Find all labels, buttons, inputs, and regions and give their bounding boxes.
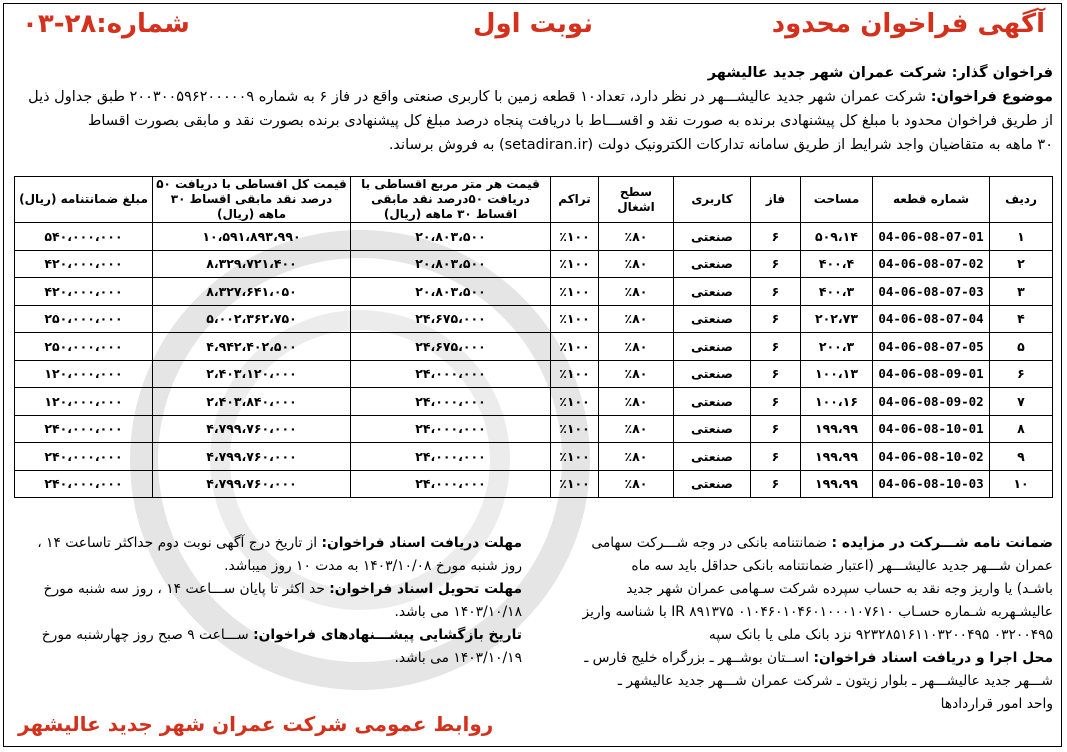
cell-total-price: ۵،۰۰۲،۳۶۲،۷۵۰ — [153, 305, 351, 333]
table-row — [15, 388, 1053, 416]
table-row — [15, 360, 1053, 388]
cell-row-index: ۸ — [990, 415, 1053, 443]
receive-line-1 — [22, 532, 522, 555]
cell-total-price: ۴،۷۹۹،۷۶۰،۰۰۰ — [153, 443, 351, 471]
column-header: ردیف — [990, 177, 1053, 223]
cell-guarantee-amount: ۵۴۰،۰۰۰،۰۰۰ — [15, 223, 153, 251]
table-row — [15, 333, 1053, 361]
subject-label: موضوع فراخوان: — [930, 89, 1053, 105]
cell-unit-price: ۲۴،۶۷۵،۰۰۰ — [351, 333, 551, 361]
column-header: مبلغ ضمانتنامه (ریال) — [15, 177, 153, 223]
cell-lot-number: 04-06-08-07-02 — [873, 250, 990, 278]
cell-usage: صنعتی — [674, 388, 751, 416]
cell-guarantee-amount: ۱۲۰،۰۰۰،۰۰۰ — [15, 388, 153, 416]
footer-signature: روابط عمومی شرکت عمران شهر جدید عالیشهر — [18, 712, 494, 736]
cell-phase: ۶ — [751, 470, 801, 498]
cell-phase: ۶ — [751, 278, 801, 306]
table-row — [15, 470, 1053, 498]
cell-guarantee-amount: ۱۲۰،۰۰۰،۰۰۰ — [15, 360, 153, 388]
notice-round: نوبت اول — [472, 9, 593, 39]
cell-unit-price: ۲۰،۸۰۳،۵۰۰ — [351, 250, 551, 278]
cell-lot-number: 04-06-08-10-02 — [873, 443, 990, 471]
cell-density: ٪۱۰۰ — [551, 333, 599, 361]
subject-line-3: ۳۰ ماهه به متقاضیان واجد شرایط از طریق سامانه تدارکات الکترونیک دولت (setadiran.ir) به فروش برساند. — [388, 137, 1053, 153]
cell-total-price: ۸،۳۲۷،۶۴۱،۰۵۰ — [153, 278, 351, 306]
cell-density: ٪۱۰۰ — [551, 360, 599, 388]
cell-area: ۵۰۹،۱۴ — [801, 223, 873, 251]
cell-phase: ۶ — [751, 443, 801, 471]
cell-density: ٪۱۰۰ — [551, 470, 599, 498]
table-row — [15, 250, 1053, 278]
column-header: شماره قطعه — [873, 177, 990, 223]
column-header: قیمت هر متر مربع اقساطی با دریافت ۵۰درصد نقد مابقی اقساط ۳۰ ماهه (ریال) — [351, 177, 551, 223]
cell-unit-price: ۲۴،۶۷۵،۰۰۰ — [351, 305, 551, 333]
table-row — [15, 305, 1053, 333]
cell-density: ٪۱۰۰ — [551, 415, 599, 443]
column-header: مساحت — [801, 177, 873, 223]
cell-phase: ۶ — [751, 333, 801, 361]
right-column — [531, 532, 1053, 716]
subject-text-1: شرکت عمران شهر جدید عالیشـــهر در نظر دارد، تعداد۱۰ قطعه زمین با کاربری صنعتی واقع در فاز ۶ به شماره ۲۰۰۳۰۰۵۹۶۲۰۰۰۰۰۹ طبق جداول ذیل — [28, 89, 927, 105]
header — [14, 6, 1053, 42]
cell-guarantee-amount: ۲۴۰،۰۰۰،۰۰۰ — [15, 470, 153, 498]
cell-unit-price: ۲۴،۰۰۰،۰۰۰ — [351, 443, 551, 471]
cell-total-price: ۴،۷۹۹،۷۶۰،۰۰۰ — [153, 415, 351, 443]
cell-row-index: ۶ — [990, 360, 1053, 388]
column-header: سطح اشغال — [599, 177, 674, 223]
cell-lot-number: 04-06-08-07-03 — [873, 278, 990, 306]
cell-guarantee-amount: ۲۴۰،۰۰۰،۰۰۰ — [15, 415, 153, 443]
table-row — [15, 278, 1053, 306]
cell-density: ٪۱۰۰ — [551, 443, 599, 471]
cell-usage: صنعتی — [674, 443, 751, 471]
cell-area: ۱۹۹،۹۹ — [801, 470, 873, 498]
cell-usage: صنعتی — [674, 305, 751, 333]
subject-line-2: از طریق فراخوان محدود با مبلغ کل پیشنهادی برنده به صورت نقد و اقســـاط با دریافت پنجاه درصد مبلغ کل پیشنهادی برنده بصورت نقد و مابقی بصورت اقساط — [87, 113, 1053, 129]
cell-area: ۱۰۰،۱۳ — [801, 360, 873, 388]
cell-total-price: ۲،۴۰۳،۸۴۰،۰۰۰ — [153, 388, 351, 416]
cell-occupancy: ٪۸۰ — [599, 305, 674, 333]
cell-area: ۴۰۰،۳ — [801, 278, 873, 306]
cell-total-price: ۴،۹۴۲،۴۰۲،۵۰۰ — [153, 333, 351, 361]
left-column — [22, 532, 522, 670]
opening-text-1: ســـاعت ۹ صبح روز چهارشنبه مورخ — [41, 627, 249, 643]
cell-phase: ۶ — [751, 223, 801, 251]
cell-total-price: ۲،۴۰۳،۱۲۰،۰۰۰ — [153, 360, 351, 388]
cell-row-index: ۷ — [990, 388, 1053, 416]
venue-label: محل اجرا و دریافت اسناد فراخوان: — [813, 650, 1053, 666]
guarantee-line-2: عمران شـــهر جدید عالیشـــهر (اعتبار ضمانتنامه بانکی حداقل باید سه ماه — [631, 558, 1053, 574]
cell-phase: ۶ — [751, 415, 801, 443]
cell-row-index: ۱۰ — [990, 470, 1053, 498]
cell-row-index: ۳ — [990, 278, 1053, 306]
opening-line-2: ۱۴۰۳/۱۰/۱۹ می باشد. — [394, 650, 522, 666]
cell-lot-number: 04-06-08-07-01 — [873, 223, 990, 251]
cell-area: ۱۰۰،۱۶ — [801, 388, 873, 416]
cell-usage: صنعتی — [674, 333, 751, 361]
table-body — [15, 223, 1053, 498]
notice-number: شماره:۲۸-۰۳ — [22, 9, 190, 39]
cell-unit-price: ۲۴،۰۰۰،۰۰۰ — [351, 415, 551, 443]
deliver-label: مهلت تحویل اسناد فراخوان: — [329, 581, 522, 597]
table-header-row — [15, 177, 1053, 223]
cell-occupancy: ٪۸۰ — [599, 415, 674, 443]
table-row — [15, 223, 1053, 251]
cell-usage: صنعتی — [674, 250, 751, 278]
cell-area: ۲۰۰،۳ — [801, 333, 873, 361]
caller-line — [14, 62, 1053, 85]
cell-phase: ۶ — [751, 305, 801, 333]
receive-line-2: روز شنبه مورخ ۱۴۰۳/۱۰/۰۸ به مدت ۱۰ روز میباشد. — [224, 558, 522, 574]
guarantee-label: ضمانت نامه شـــرکت در مزایده : — [831, 535, 1053, 551]
cell-area: ۱۹۹،۹۹ — [801, 415, 873, 443]
subject-line-1 — [14, 86, 1053, 109]
cell-density: ٪۱۰۰ — [551, 305, 599, 333]
cell-phase: ۶ — [751, 388, 801, 416]
cell-area: ۴۰۰،۴ — [801, 250, 873, 278]
cell-lot-number: 04-06-08-09-01 — [873, 360, 990, 388]
cell-unit-price: ۲۰،۸۰۳،۵۰۰ — [351, 223, 551, 251]
guarantee-line-4: عالیشـهربه شـماره حسـاب ۰۱۰۴۶۰۱۰۴۶۰۱۰۰۰۱۰۷۶۱۰ IR ۸۹۱۳۷۵ با شناسه واریز — [582, 604, 1053, 620]
receive-text-1: از تاریخ درج آگهی نوبت دوم حداکثر تاساعت ۱۴ ، — [37, 535, 318, 551]
cell-occupancy: ٪۸۰ — [599, 388, 674, 416]
notice-title: آگهی فراخوان محدود — [771, 9, 1045, 39]
cell-guarantee-amount: ۲۵۰،۰۰۰،۰۰۰ — [15, 333, 153, 361]
cell-total-price: ۱۰،۵۹۱،۸۹۳،۹۹۰ — [153, 223, 351, 251]
table-row — [15, 415, 1053, 443]
caller-label: فراخوان گذار: — [951, 65, 1053, 81]
column-header: فاز — [751, 177, 801, 223]
guarantee-line-3: باشـد) یا واریز وجه نقد به حساب سپرده شرکت سـهامی عمران شهر جدید — [626, 581, 1053, 597]
cell-phase: ۶ — [751, 360, 801, 388]
cell-guarantee-amount: ۲۵۰،۰۰۰،۰۰۰ — [15, 305, 153, 333]
cell-unit-price: ۲۴،۰۰۰،۰۰۰ — [351, 388, 551, 416]
cell-guarantee-amount: ۲۴۰،۰۰۰،۰۰۰ — [15, 443, 153, 471]
table-row — [15, 443, 1053, 471]
cell-lot-number: 04-06-08-09-02 — [873, 388, 990, 416]
cell-usage: صنعتی — [674, 360, 751, 388]
venue-line-1 — [531, 647, 1053, 670]
cell-guarantee-amount: ۴۲۰،۰۰۰،۰۰۰ — [15, 250, 153, 278]
cell-density: ٪۱۰۰ — [551, 223, 599, 251]
guarantee-line-5: ۰۳۲۰۰۴۹۵ ۹۲۳۲۸۵۱۶۱۱۰۳۲۰۰۴۹۵ نزد بانک ملی یا بانک سپه — [708, 627, 1053, 643]
cell-unit-price: ۲۴،۰۰۰،۰۰۰ — [351, 470, 551, 498]
cell-area: ۱۹۹،۹۹ — [801, 443, 873, 471]
cell-lot-number: 04-06-08-10-01 — [873, 415, 990, 443]
cell-usage: صنعتی — [674, 470, 751, 498]
cell-area: ۲۰۲،۷۳ — [801, 305, 873, 333]
cell-occupancy: ٪۸۰ — [599, 250, 674, 278]
cell-row-index: ۴ — [990, 305, 1053, 333]
caller-value: شرکت عمران شهر جدید عالیشهر — [707, 65, 947, 81]
deliver-line-2: ۱۴۰۳/۱۰/۱۸ می باشد. — [394, 604, 522, 620]
cell-occupancy: ٪۸۰ — [599, 443, 674, 471]
cell-guarantee-amount: ۴۲۰،۰۰۰،۰۰۰ — [15, 278, 153, 306]
column-header: کاربری — [674, 177, 751, 223]
cell-usage: صنعتی — [674, 278, 751, 306]
cell-row-index: ۵ — [990, 333, 1053, 361]
opening-line-1 — [22, 624, 522, 647]
receive-label: مهلت دریافت اسناد فراخوان: — [321, 535, 522, 551]
cell-total-price: ۴،۷۹۹،۷۶۰،۰۰۰ — [153, 470, 351, 498]
cell-density: ٪۱۰۰ — [551, 250, 599, 278]
cell-row-index: ۹ — [990, 443, 1053, 471]
cell-occupancy: ٪۸۰ — [599, 360, 674, 388]
cell-density: ٪۱۰۰ — [551, 388, 599, 416]
cell-occupancy: ٪۸۰ — [599, 223, 674, 251]
cell-lot-number: 04-06-08-07-05 — [873, 333, 990, 361]
venue-line-2: شـــهر جدید عالیشـــهر ـ بلوار زیتون ـ شرکت عمران شـــهر جدید عالیشهر ـ — [617, 673, 1053, 689]
guarantee-text-1: ضمانتنامه بانکی در وجه شـــرکت سهامی — [591, 535, 828, 551]
cell-row-index: ۲ — [990, 250, 1053, 278]
cell-density: ٪۱۰۰ — [551, 278, 599, 306]
cell-unit-price: ۲۰،۸۰۳،۵۰۰ — [351, 278, 551, 306]
guarantee-line-1 — [531, 532, 1053, 555]
cell-unit-price: ۲۴،۰۰۰،۰۰۰ — [351, 360, 551, 388]
cell-occupancy: ٪۸۰ — [599, 470, 674, 498]
column-header: تراکم — [551, 177, 599, 223]
cell-occupancy: ٪۸۰ — [599, 278, 674, 306]
cell-phase: ۶ — [751, 250, 801, 278]
column-header: قیمت کل اقساطی با دریافت ۵۰ درصد نقد مابقی اقساط ۳۰ ماهه (ریال) — [153, 177, 351, 223]
cell-usage: صنعتی — [674, 223, 751, 251]
venue-text-1: اســتان بوشــهر ـ بزرگراه خلیج فارس ـ — [584, 650, 810, 666]
deliver-line-1 — [22, 578, 522, 601]
cell-lot-number: 04-06-08-10-03 — [873, 470, 990, 498]
deliver-text-1: حد اکثر تا پایان ســـاعت ۱۴ ، روز سه شنبه مورخ — [43, 581, 325, 597]
cell-total-price: ۸،۳۲۹،۷۲۱،۴۰۰ — [153, 250, 351, 278]
lots-table — [14, 176, 1053, 498]
cell-row-index: ۱ — [990, 223, 1053, 251]
cell-occupancy: ٪۸۰ — [599, 333, 674, 361]
venue-line-3: واحد امور قراردادها — [940, 696, 1053, 712]
cell-usage: صنعتی — [674, 415, 751, 443]
cell-lot-number: 04-06-08-07-04 — [873, 305, 990, 333]
opening-label: تاریخ بازگشایی پیشـــنهادهای فراخوان: — [253, 627, 522, 643]
